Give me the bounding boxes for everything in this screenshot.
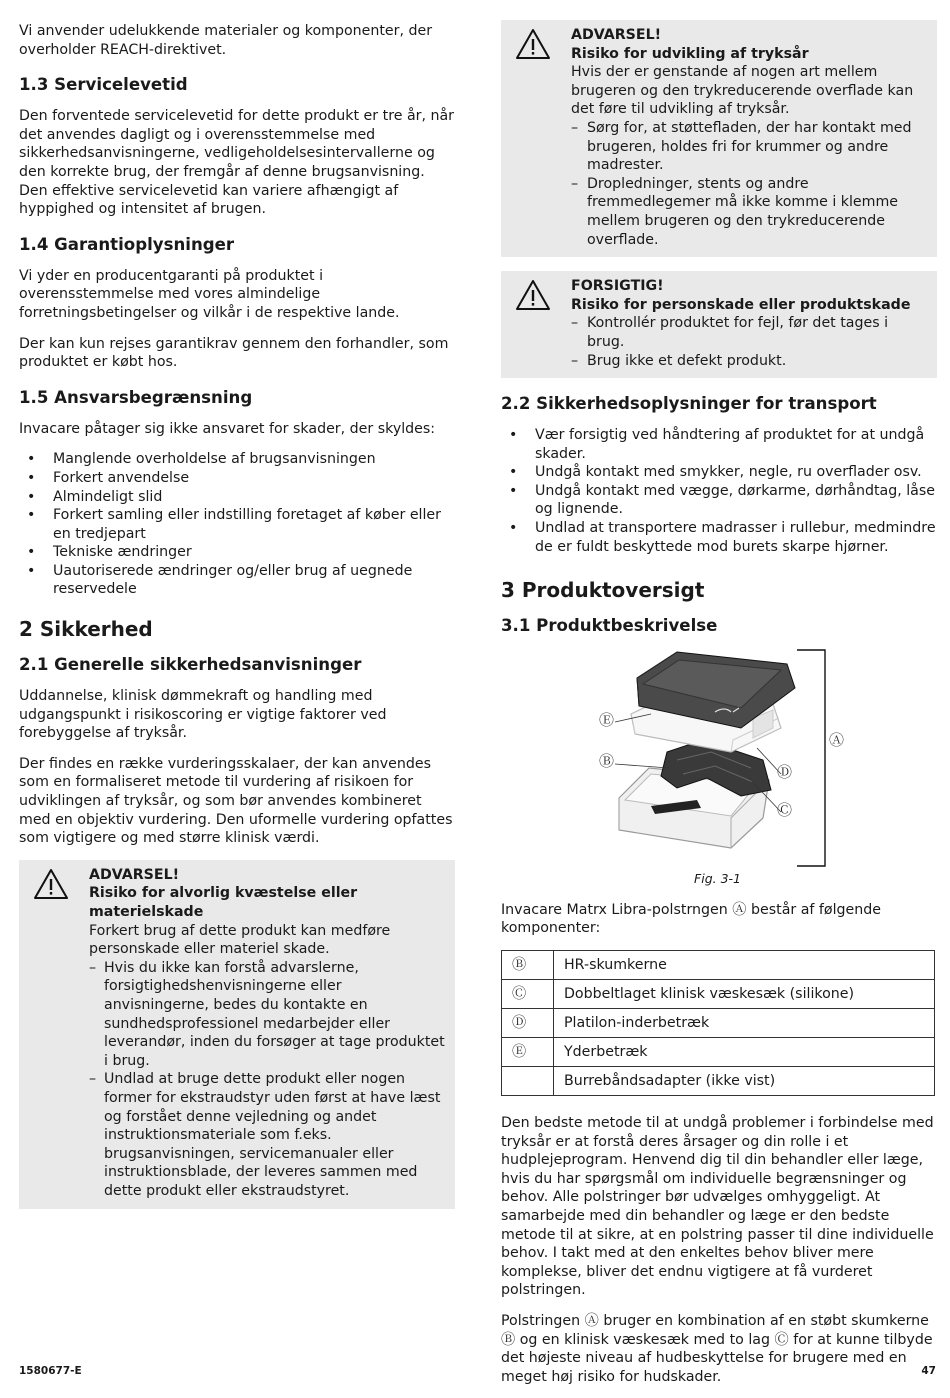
component-value: Dobbeltlaget klinisk væskesæk (silikone)	[554, 980, 935, 1009]
component-value: Yderbetræk	[554, 1038, 935, 1067]
warning-item: – Hvis du ikke kan forstå advarslerne, forsigtighedshenvisningerne eller anvisningerne, bedes du kontakte en sundhedsprofessionel medarbejder eller leverandør, inden du forsøger at tage produktet i brug.	[89, 959, 447, 1071]
table-row	[502, 951, 935, 980]
heading-1-3: 1.3 Servicelevetid	[19, 75, 188, 95]
list-item: • Undlad at transportere madrasser i rullebur, medmindre de er fuldt beskyttede mod burets skarpe hjørner.	[501, 519, 937, 556]
component-key: Ⓑ	[502, 951, 554, 980]
warning-item: – Undlad at bruge dette produkt eller nogen former for ekstraudstyr uden først at have læst og forstået denne vejledning og andet instruktionsmateriale som f.eks. brugsanvisningen, servicemanualer eller instruktionsblade, der leveres sammen med dette produkt eller ekstraudstyret.	[89, 1070, 447, 1200]
table-row	[502, 980, 935, 1009]
warning-label: ADVARSEL!	[571, 27, 662, 43]
cushion-exploded-illustration	[501, 648, 937, 868]
paragraph-service-life: Den forventede servicelevetid for dette produkt er tre år, når det anvendes dagligt og i overensstemmelse med sikkerhedsanvisningerne, vedligeholdelsesintervallerne og den korrekte brug, der fremgår af denne brugsanvisning. Den effektive servicelevetid kan variere afhængigt af hyppighed og intensitet af brugen.	[19, 108, 455, 218]
warning-item: – Sørg for, at støttefladen, der har kontakt med brugeren, holdes fri for krummer og andre madrester.	[571, 119, 929, 175]
reference-mark: Ⓑ	[501, 1331, 516, 1348]
component-key	[502, 1067, 554, 1096]
heading-2-1: 2.1 Generelle sikkerhedsanvisninger	[19, 655, 362, 675]
right-column	[501, 20, 937, 1398]
caution-title: Risiko for personskade eller produktskade	[571, 296, 911, 313]
reference-mark: Ⓒ	[774, 1331, 789, 1348]
caution-item: – Brug ikke et defekt produkt.	[571, 352, 929, 371]
list-item: • Undgå kontakt med smykker, negle, ru overflader osv.	[501, 463, 937, 482]
caution-label: FORSIGTIG!	[571, 278, 664, 295]
footer-page-number: 47	[921, 1365, 936, 1377]
liability-list	[19, 450, 455, 599]
paragraph-safety-2: Der findes en række vurderingsskalaer, der kan anvendes som en formaliseret metode til vurdering af risikoen for udviklingen af tryksår, og som bør anvendes kombineret med en objektiv vurdering. Den uformelle vurdering opfattes som vigtigere og med større klinisk værdi.	[19, 755, 453, 847]
component-value: Burrebåndsadapter (ikke vist)	[554, 1067, 935, 1096]
heading-1-5: 1.5 Ansvarsbegrænsning	[19, 387, 253, 407]
paragraph-warranty-2: Der kan kun rejses garantikrav gennem den forhandler, som produktet er købt hos.	[19, 335, 449, 371]
left-column	[19, 22, 455, 1223]
paragraph-components-intro	[501, 901, 937, 938]
caution-box	[501, 271, 937, 378]
component-value: Platilon-inderbetræk	[554, 1009, 935, 1038]
text-segment: bruger en kombination af en støbt skumkerne	[603, 1312, 929, 1329]
table-row	[502, 1009, 935, 1038]
warning-label: ADVARSEL!	[89, 866, 180, 883]
figure-label-e: Ⓔ	[599, 711, 615, 730]
figure-label-a: Ⓐ	[829, 731, 845, 750]
warning-box-injury	[19, 860, 455, 1209]
list-item: • Undgå kontakt med vægge, dørkarme, dørhåndtag, låse og lignende.	[501, 482, 937, 519]
warning-triangle-icon	[515, 279, 551, 311]
component-value: HR-skumkerne	[554, 951, 935, 980]
list-item: • Tekniske ændringer	[19, 543, 455, 562]
product-figure	[501, 648, 937, 868]
component-key: Ⓒ	[502, 980, 554, 1009]
warning-triangle-icon	[33, 868, 69, 900]
list-item: • Forkert anvendelse	[19, 469, 455, 488]
list-item: • Almindeligt slid	[19, 488, 455, 507]
caution-item: – Kontrollér produktet for fejl, før det tages i brug.	[571, 314, 929, 351]
list-item: • Uautoriserede ændringer og/eller brug af uegnede reservedele	[19, 562, 455, 599]
text-segment: og en klinisk væskesæk med to lag	[519, 1331, 770, 1348]
list-item: • Vær forsigtig ved håndtering af produktet for at undgå skader.	[501, 426, 937, 463]
heading-2-2: 2.2 Sikkerhedsoplysninger for transport	[501, 394, 877, 414]
figure-label-c: Ⓒ	[777, 801, 793, 820]
warning-box-pressure-ulcer	[501, 20, 937, 257]
warning-text: Hvis der er genstande af nogen art mellem brugeren og den trykreducerende overflade kan det føre til udvikling af tryksår.	[571, 64, 914, 118]
text-segment: Polstringen	[501, 1312, 581, 1329]
component-key: Ⓓ	[502, 1009, 554, 1038]
paragraph-cushion-combination	[501, 1312, 937, 1386]
heading-3: 3 Produktoversigt	[501, 578, 705, 603]
heading-3-1: 3.1 Produktbeskrivelse	[501, 616, 718, 636]
paragraph-safety-1: Uddannelse, klinisk dømmekraft og handling med udgangspunkt i risikoscoring er vigtige faktorer ved forebyggelse af tryksår.	[19, 688, 387, 742]
reference-mark: Ⓐ	[584, 1312, 599, 1329]
warning-triangle-icon	[515, 28, 551, 60]
component-key: Ⓔ	[502, 1038, 554, 1067]
components-table	[501, 950, 935, 1096]
intro-paragraph: Vi anvender udelukkende materialer og komponenter, der overholder REACH-direktivet.	[19, 23, 433, 58]
reference-mark: Ⓐ	[732, 901, 747, 918]
paragraph-liability: Invacare påtager sig ikke ansvaret for skader, der skyldes:	[19, 420, 436, 437]
paragraph-warranty-1: Vi yder en producentgaranti på produktet i overensstemmelse med vores almindelige forretningsbetingelser og vilkår i de respektive lande.	[19, 267, 400, 321]
text-segment: Invacare Matrx Libra-polstrngen	[501, 901, 728, 918]
text-segment: består af følgende komponenter:	[501, 901, 882, 937]
table-row	[502, 1038, 935, 1067]
warning-title: Risiko for udvikling af tryksår	[571, 45, 809, 62]
paragraph-best-method: Den bedste metode til at undgå problemer i forbindelse med tryksår er at forstå deres årsager og din rolle i et hudplejeprogram. Henvend dig til din behandler eller læge, hvis du har spørgsmål om individuelle begrænsninger og behov. Alle polstringer bør udvælges omhyggeligt. At samarbejde med din behandler og læge er den bedste metode til at sikre, at en polstring passer til dine individuelle behov. I takt med at den enkeltes behov bliver mere komplekse, bliver det endnu vigtigere at få vurderet polstringen.	[501, 1115, 934, 1299]
list-item: • Manglende overholdelse af brugsanvisningen	[19, 450, 455, 469]
figure-label-b: Ⓑ	[599, 752, 615, 771]
warning-text: Forkert brug af dette produkt kan medføre personskade eller materiel skade.	[89, 922, 391, 958]
warning-title: Risiko for alvorlig kvæstelse eller materielskade	[89, 885, 358, 920]
transport-list	[501, 426, 937, 556]
figure-label-d: Ⓓ	[777, 763, 793, 782]
text-segment: for at kunne tilbyde det højeste niveau af hudbeskyttelse for brugere med en meget høj risiko for hudskader.	[501, 1331, 933, 1385]
warning-item: – Dropledninger, stents og andre fremmedlegemer må ikke komme i klemme mellem brugeren og den trykreducerende overflade.	[571, 175, 929, 249]
footer-doc-number: 1580677-E	[19, 1365, 82, 1377]
list-item: • Forkert samling eller indstilling foretaget af køber eller en tredjepart	[19, 506, 455, 543]
heading-2: 2 Sikkerhed	[19, 617, 153, 642]
figure-caption: Fig. 3-1	[694, 871, 741, 887]
heading-1-4: 1.4 Garantioplysninger	[19, 234, 235, 254]
table-row	[502, 1067, 935, 1096]
